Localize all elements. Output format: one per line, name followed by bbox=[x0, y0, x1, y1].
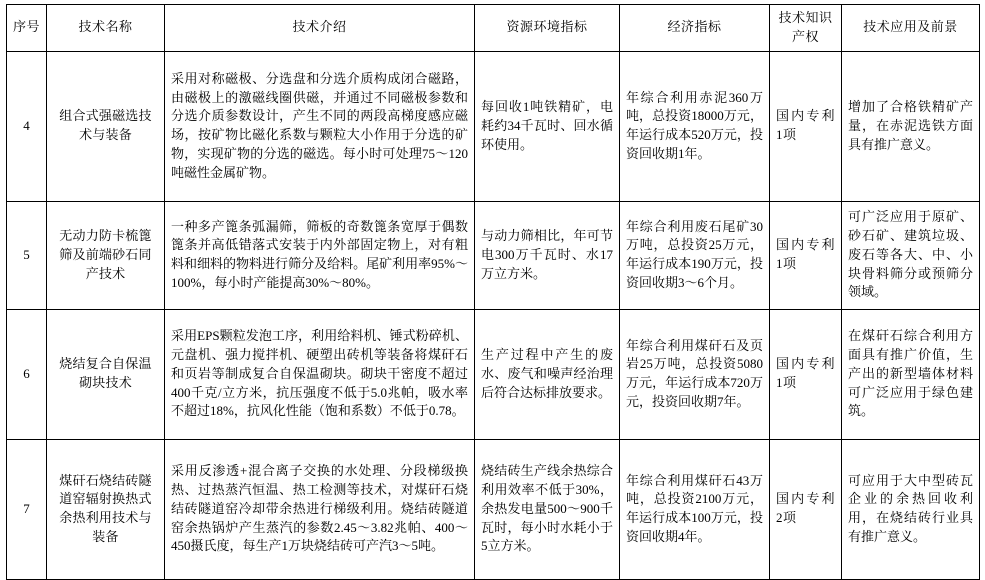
cell-resource-indicator: 烧结砖生产线余热综合利用效率不低于30%，余热发电量500～900千瓦时，每小时水耗小于5立方米。 bbox=[475, 439, 620, 579]
table-row bbox=[7, 51, 980, 201]
table-body bbox=[7, 51, 980, 579]
table-header-row bbox=[7, 5, 980, 52]
cell-economic-indicator: 年综合利用煤矸石43万吨，总投资2100万元，年运行成本100万元，投资回收期4年。 bbox=[620, 439, 770, 579]
column-header-application: 技术应用及前景 bbox=[842, 5, 980, 52]
cell-tech-name: 烧结复合自保温砌块技术 bbox=[47, 309, 165, 439]
technology-catalog-table bbox=[6, 4, 980, 580]
cell-ip: 国内专利2项 bbox=[770, 439, 842, 579]
table-row bbox=[7, 201, 980, 309]
cell-economic-indicator: 年综合利用煤矸石及页岩25万吨，总投资5080万元，年运行成本720万元，投资回收期7年。 bbox=[620, 309, 770, 439]
cell-application: 可应用于大中型砖瓦企业的余热回收利用，在烧结砖行业具有推广意义。 bbox=[842, 439, 980, 579]
cell-tech-intro: 一种多产篦条弧漏筛，筛板的奇数篦条宽厚于偶数篦条并高低错落式安装于内外部固定物上，对有粗料和细料的物料进行筛分及给料。尾矿利用率95%～100%，每小时产能提高30%～80%。 bbox=[165, 201, 475, 309]
column-header-ip: 技术知识产权 bbox=[770, 5, 842, 52]
cell-no: 4 bbox=[7, 51, 47, 201]
cell-resource-indicator: 生产过程中产生的废水、废气和噪声经治理后符合达标排放要求。 bbox=[475, 309, 620, 439]
cell-economic-indicator: 年综合利用废石尾矿30万吨，总投资25万元，年运行成本190万元，投资回收期3～6个月。 bbox=[620, 201, 770, 309]
column-header-name: 技术名称 bbox=[47, 5, 165, 52]
column-header-intro: 技术介绍 bbox=[165, 5, 475, 52]
table-row bbox=[7, 439, 980, 579]
cell-tech-intro: 采用反渗透+混合离子交换的水处理、分段梯级换热、过热蒸汽恒温、热工检测等技术，对煤矸石烧结砖隧道窑冷却带余热进行梯级利用。烧结砖隧道窑余热锅炉产生蒸汽的参数2.45～3.82兆帕、400～450摄氏度，每生产1万块烧结砖可产汽3～5吨。 bbox=[165, 439, 475, 579]
cell-resource-indicator: 每回收1吨铁精矿，电耗约34千瓦时、回水循环使用。 bbox=[475, 51, 620, 201]
column-header-no: 序号 bbox=[7, 5, 47, 52]
cell-application: 增加了合格铁精矿产量，在赤泥选铁方面具有推广意义。 bbox=[842, 51, 980, 201]
column-header-economic: 经济指标 bbox=[620, 5, 770, 52]
cell-economic-indicator: 年综合利用赤泥360万吨，总投资18000万元，年运行成本520万元，投资回收期1年。 bbox=[620, 51, 770, 201]
cell-tech-name: 组合式强磁选技术与装备 bbox=[47, 51, 165, 201]
table-header bbox=[7, 5, 980, 52]
cell-no: 7 bbox=[7, 439, 47, 579]
cell-resource-indicator: 与动力筛相比，年可节电300万千瓦时、水17万立方米。 bbox=[475, 201, 620, 309]
cell-no: 6 bbox=[7, 309, 47, 439]
cell-tech-intro: 采用EPS颗粒发泡工序，利用给料机、锤式粉碎机、元盘机、强力搅拌机、硬塑出砖机等装备将煤矸石和页岩等制成复合自保温砌块。砌块干密度不超过400千克/立方米，抗压强度不低于5.0兆帕，吸水率不超过18%，抗风化性能（饱和系数）不低于0.78。 bbox=[165, 309, 475, 439]
cell-tech-name: 无动力防卡梳篦筛及前端砂石同产技术 bbox=[47, 201, 165, 309]
cell-tech-name: 煤矸石烧结砖隧道窑辐射换热式余热利用技术与装备 bbox=[47, 439, 165, 579]
table-row bbox=[7, 309, 980, 439]
cell-tech-intro: 采用对称磁极、分选盘和分选介质构成闭合磁路，由磁极上的激磁线圈供磁，并通过不同磁极参数和分选介质参数设计，产生不同的两段高梯度感应磁场，按矿物比磁化系数与颗粒大小作用于分选的矿物，实现矿物的分选的磁选。每小时可处理75～120吨磁性金属矿物。 bbox=[165, 51, 475, 201]
cell-no: 5 bbox=[7, 201, 47, 309]
column-header-resource: 资源环境指标 bbox=[475, 5, 620, 52]
cell-application: 在煤矸石综合利用方面具有推广价值，生产出的新型墙体材料可广泛应用于绿色建筑。 bbox=[842, 309, 980, 439]
cell-ip: 国内专利1项 bbox=[770, 309, 842, 439]
cell-application: 可广泛应用于原矿、砂石矿、建筑垃圾、废石等各大、中、小块骨料筛分或预筛分领域。 bbox=[842, 201, 980, 309]
cell-ip: 国内专利1项 bbox=[770, 51, 842, 201]
cell-ip: 国内专利1项 bbox=[770, 201, 842, 309]
